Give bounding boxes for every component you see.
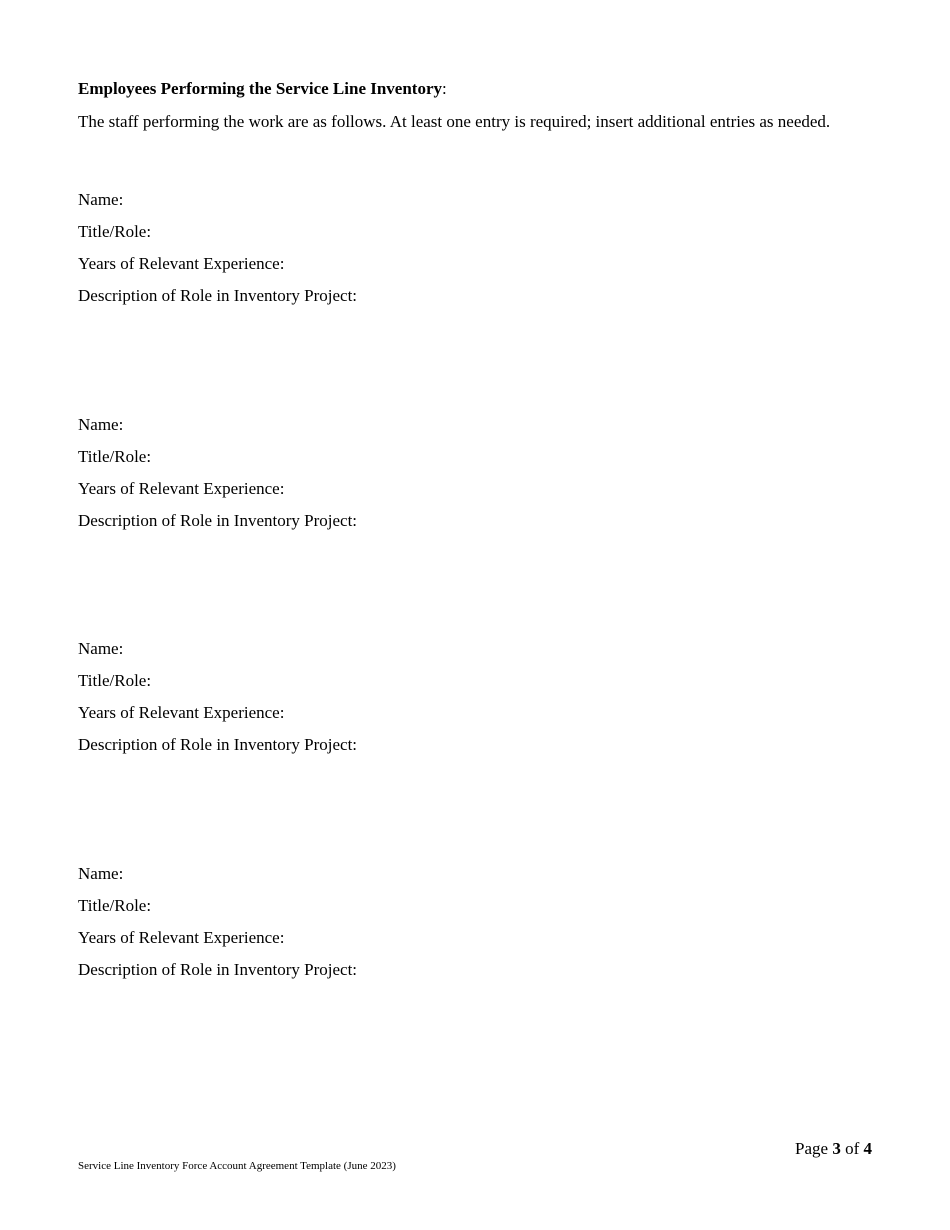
experience-label: Years of Relevant Experience: bbox=[78, 928, 285, 947]
experience-label: Years of Relevant Experience: bbox=[78, 254, 285, 273]
page-of: of bbox=[845, 1139, 860, 1158]
role-description-label: Description of Role in Inventory Project: bbox=[78, 735, 358, 754]
experience-label: Years of Relevant Experience: bbox=[78, 479, 285, 498]
employee-entry bbox=[78, 189, 778, 317]
page-word: Page bbox=[795, 1139, 829, 1158]
employee-entry bbox=[78, 638, 778, 766]
employee-entry bbox=[78, 414, 778, 542]
title-role-label: Title/Role: bbox=[78, 222, 152, 241]
name-label: Name: bbox=[78, 190, 124, 209]
page-current: 3 bbox=[832, 1139, 841, 1158]
role-description-label: Description of Role in Inventory Project: bbox=[78, 960, 358, 979]
experience-label: Years of Relevant Experience: bbox=[78, 703, 285, 722]
role-description-label: Description of Role in Inventory Project: bbox=[78, 286, 358, 305]
name-label: Name: bbox=[78, 415, 124, 434]
section-heading bbox=[78, 78, 447, 100]
title-role-label: Title/Role: bbox=[78, 671, 152, 690]
title-role-label: Title/Role: bbox=[78, 447, 152, 466]
role-description-label: Description of Role in Inventory Project: bbox=[78, 511, 358, 530]
page-total: 4 bbox=[863, 1139, 872, 1158]
page-number bbox=[795, 1138, 872, 1160]
section-heading-colon: : bbox=[442, 79, 447, 98]
name-label: Name: bbox=[78, 639, 124, 658]
title-role-label: Title/Role: bbox=[78, 896, 152, 915]
intro-paragraph: The staff performing the work are as follows. At least one entry is required; insert additional entries as needed. bbox=[78, 112, 831, 131]
employee-entry bbox=[78, 863, 778, 991]
name-label: Name: bbox=[78, 864, 124, 883]
section-heading-text: Employees Performing the Service Line Inventory bbox=[78, 79, 443, 98]
footer-document-title: Service Line Inventory Force Account Agreement Template (June 2023) bbox=[78, 1160, 396, 1172]
